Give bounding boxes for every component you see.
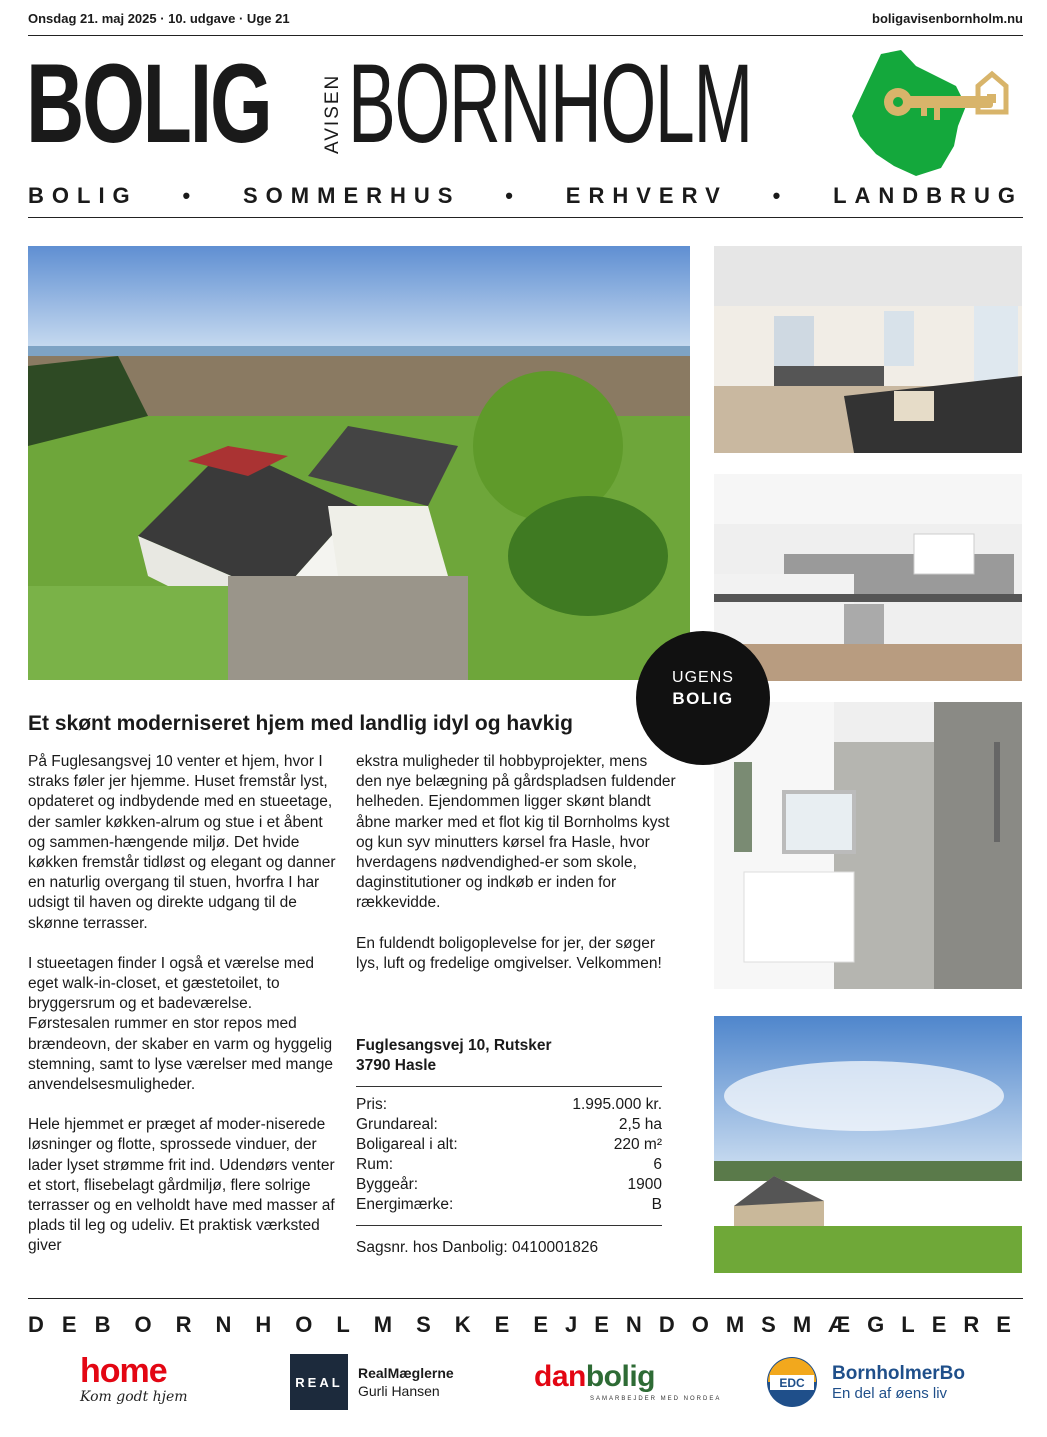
edc-circle-icon (766, 1356, 818, 1408)
bottom-divider (28, 1298, 1023, 1299)
fact-row-year (356, 1175, 662, 1195)
badge-line1: UGENS (672, 669, 734, 686)
masthead-word-bolig: BOLIG (26, 41, 271, 166)
real-logo-name: RealMæglerne (358, 1365, 454, 1381)
fact-label: Pris: (356, 1096, 387, 1113)
brokers-title-word: BORNHOLMSKE (94, 1312, 534, 1337)
badge-line2: BOLIG (672, 689, 734, 708)
danbolig-logo-name (534, 1360, 721, 1394)
masthead (26, 41, 826, 174)
brokers-title-word: DE (28, 1312, 95, 1337)
fact-label: Energimærke: (356, 1196, 454, 1213)
fact-row-price (356, 1095, 662, 1115)
danbolig-broker-logo[interactable] (534, 1360, 721, 1402)
article-paragraph: På Fuglesangsvej 10 venter et hjem, hvor I straks føler jer hjemme. Huset fremstår lyst, opdateret og indbydende med en stueetage, der samler køkken-alrum og stue i et åbent og sammen-hængende miljø. Det hvide køkken fremstår tidløst og elegant og danner en naturlig overgang til stuen, hvorfra I har udsigt til haven og direkte udgang til de skønne terrasser. (28, 753, 336, 932)
fact-label: Rum: (356, 1156, 394, 1173)
fact-value: 1900 (627, 1176, 662, 1193)
home-logo-tagline: Kom godt hjem (80, 1389, 188, 1405)
case-number: Sagsnr. hos Danbolig: 0410001826 (356, 1239, 599, 1256)
fact-label: Byggeår: (356, 1176, 419, 1193)
masthead-word-avisen: AVISEN (322, 73, 343, 154)
real-logo-person: Gurli Hansen (358, 1383, 440, 1399)
fact-value: 1.995.000 kr. (572, 1096, 662, 1113)
home-broker-logo[interactable] (80, 1352, 188, 1405)
fact-row-area (356, 1135, 662, 1155)
danbolig-logo-sub: SAMARBEJDER MED NORDEA (590, 1396, 722, 1402)
bornholm-island-key-house-icon (846, 46, 1016, 181)
fact-value: 6 (653, 1156, 662, 1173)
category-separator: • (505, 182, 521, 208)
danbolig-logo-part1: dan (534, 1360, 586, 1393)
fact-value: 220 m² (613, 1136, 662, 1153)
fact-label: Grundareal: (356, 1116, 438, 1133)
address-line-1: Fuglesangsvej 10, Rutsker (356, 1037, 552, 1054)
article-paragraph: ekstra muligheder til hobbyprojekter, mens den nye belægning på gårdspladsen fuldender helheden. Ejendommen ligger skønt blandt åbne marker med et flot kig til Bornholms kyst og kun syv minutters kørsel fra Hasle, hvor hverdagens nødvendighed-er som skole, daginstitutioner og indkøb er inden for rækkevidde. (356, 753, 676, 912)
article-paragraph: Hele hjemmet er præget af moder-niserede løsninger og flotte, sprossede vinduer, der lader lyset strømme frit ind. Udendørs venter et stort, flisebelagt gårdmiljø, flere solrige terrasser og en velholdt have med masser af plads til leg og udeliv. Et praktisk værksted giver (28, 1116, 335, 1255)
living-room-photo (714, 246, 1022, 453)
article-column-1 (28, 752, 338, 1277)
edc-logo-tagline: En del af øens liv (832, 1384, 948, 1402)
fact-row-rooms (356, 1155, 662, 1175)
category-bolig: BOLIG (28, 182, 138, 208)
kitchen-photo (714, 474, 1022, 681)
address-line-2: 3790 Hasle (356, 1057, 437, 1074)
home-logo-name: home (80, 1352, 167, 1390)
category-bar (28, 180, 1023, 218)
real-logo-box: REAL (290, 1354, 348, 1410)
article-column-2 (356, 752, 676, 994)
ugens-bolig-badge (636, 631, 770, 765)
brokers-title-word: EJENDOMSMÆGLERE (533, 1312, 1028, 1337)
facts-divider (356, 1086, 662, 1087)
main-aerial-photo (28, 246, 690, 680)
fact-value: B (651, 1196, 662, 1213)
category-erhverv: ERHVERV (565, 182, 728, 208)
edc-mark-text: EDC (779, 1376, 805, 1390)
category-landbrug: LANDBRUG (833, 182, 1023, 208)
masthead-word-bornholm: BORNHOLM (348, 41, 752, 166)
fact-row-plot (356, 1115, 662, 1135)
property-facts (356, 1036, 662, 1258)
real-logo-text (358, 1364, 454, 1400)
exterior-landscape-photo (714, 1016, 1022, 1273)
website-link[interactable]: boligavisenbornholm.nu (872, 11, 1023, 26)
facts-divider (356, 1225, 662, 1226)
fact-row-energy (356, 1195, 662, 1215)
bathroom-photo (714, 702, 1022, 989)
category-separator: • (772, 182, 789, 208)
brokers-title (28, 1312, 1028, 1338)
edc-bornholmerbo-broker-logo[interactable] (766, 1356, 965, 1408)
article-headline: Et skønt moderniseret hjem med landlig idyl og havkig (28, 712, 573, 735)
edc-logo-name: BornholmerBo (832, 1362, 965, 1384)
article-paragraph: En fuldendt boligoplevelse for jer, der søger lys, luft og fredelige omgivelser. Velkommen! (356, 934, 662, 972)
fact-label: Boligareal i alt: (356, 1136, 458, 1153)
fact-value: 2,5 ha (618, 1116, 662, 1133)
realmaeglerne-broker-logo[interactable] (290, 1354, 454, 1410)
top-bar (28, 0, 1023, 36)
danbolig-logo-part2: bolig (585, 1360, 655, 1393)
category-separator: • (182, 182, 199, 208)
edc-logo-text (832, 1363, 965, 1402)
article-paragraph: I stueetagen finder I også et værelse med eget walk-in-closet, et gæstetoilet, to bryggersrum og et badeværelse. Førstesalen rummer en stor repos med brændeovn, der skaber en varm og hyggelig stemning, samt to lyse værelser med mange anvendelsesmuligheder. (28, 954, 333, 1094)
category-sommerhus: SOMMERHUS (243, 182, 461, 208)
issue-info: Onsdag 21. maj 2025 · 10. udgave · Uge 21 (28, 11, 290, 26)
